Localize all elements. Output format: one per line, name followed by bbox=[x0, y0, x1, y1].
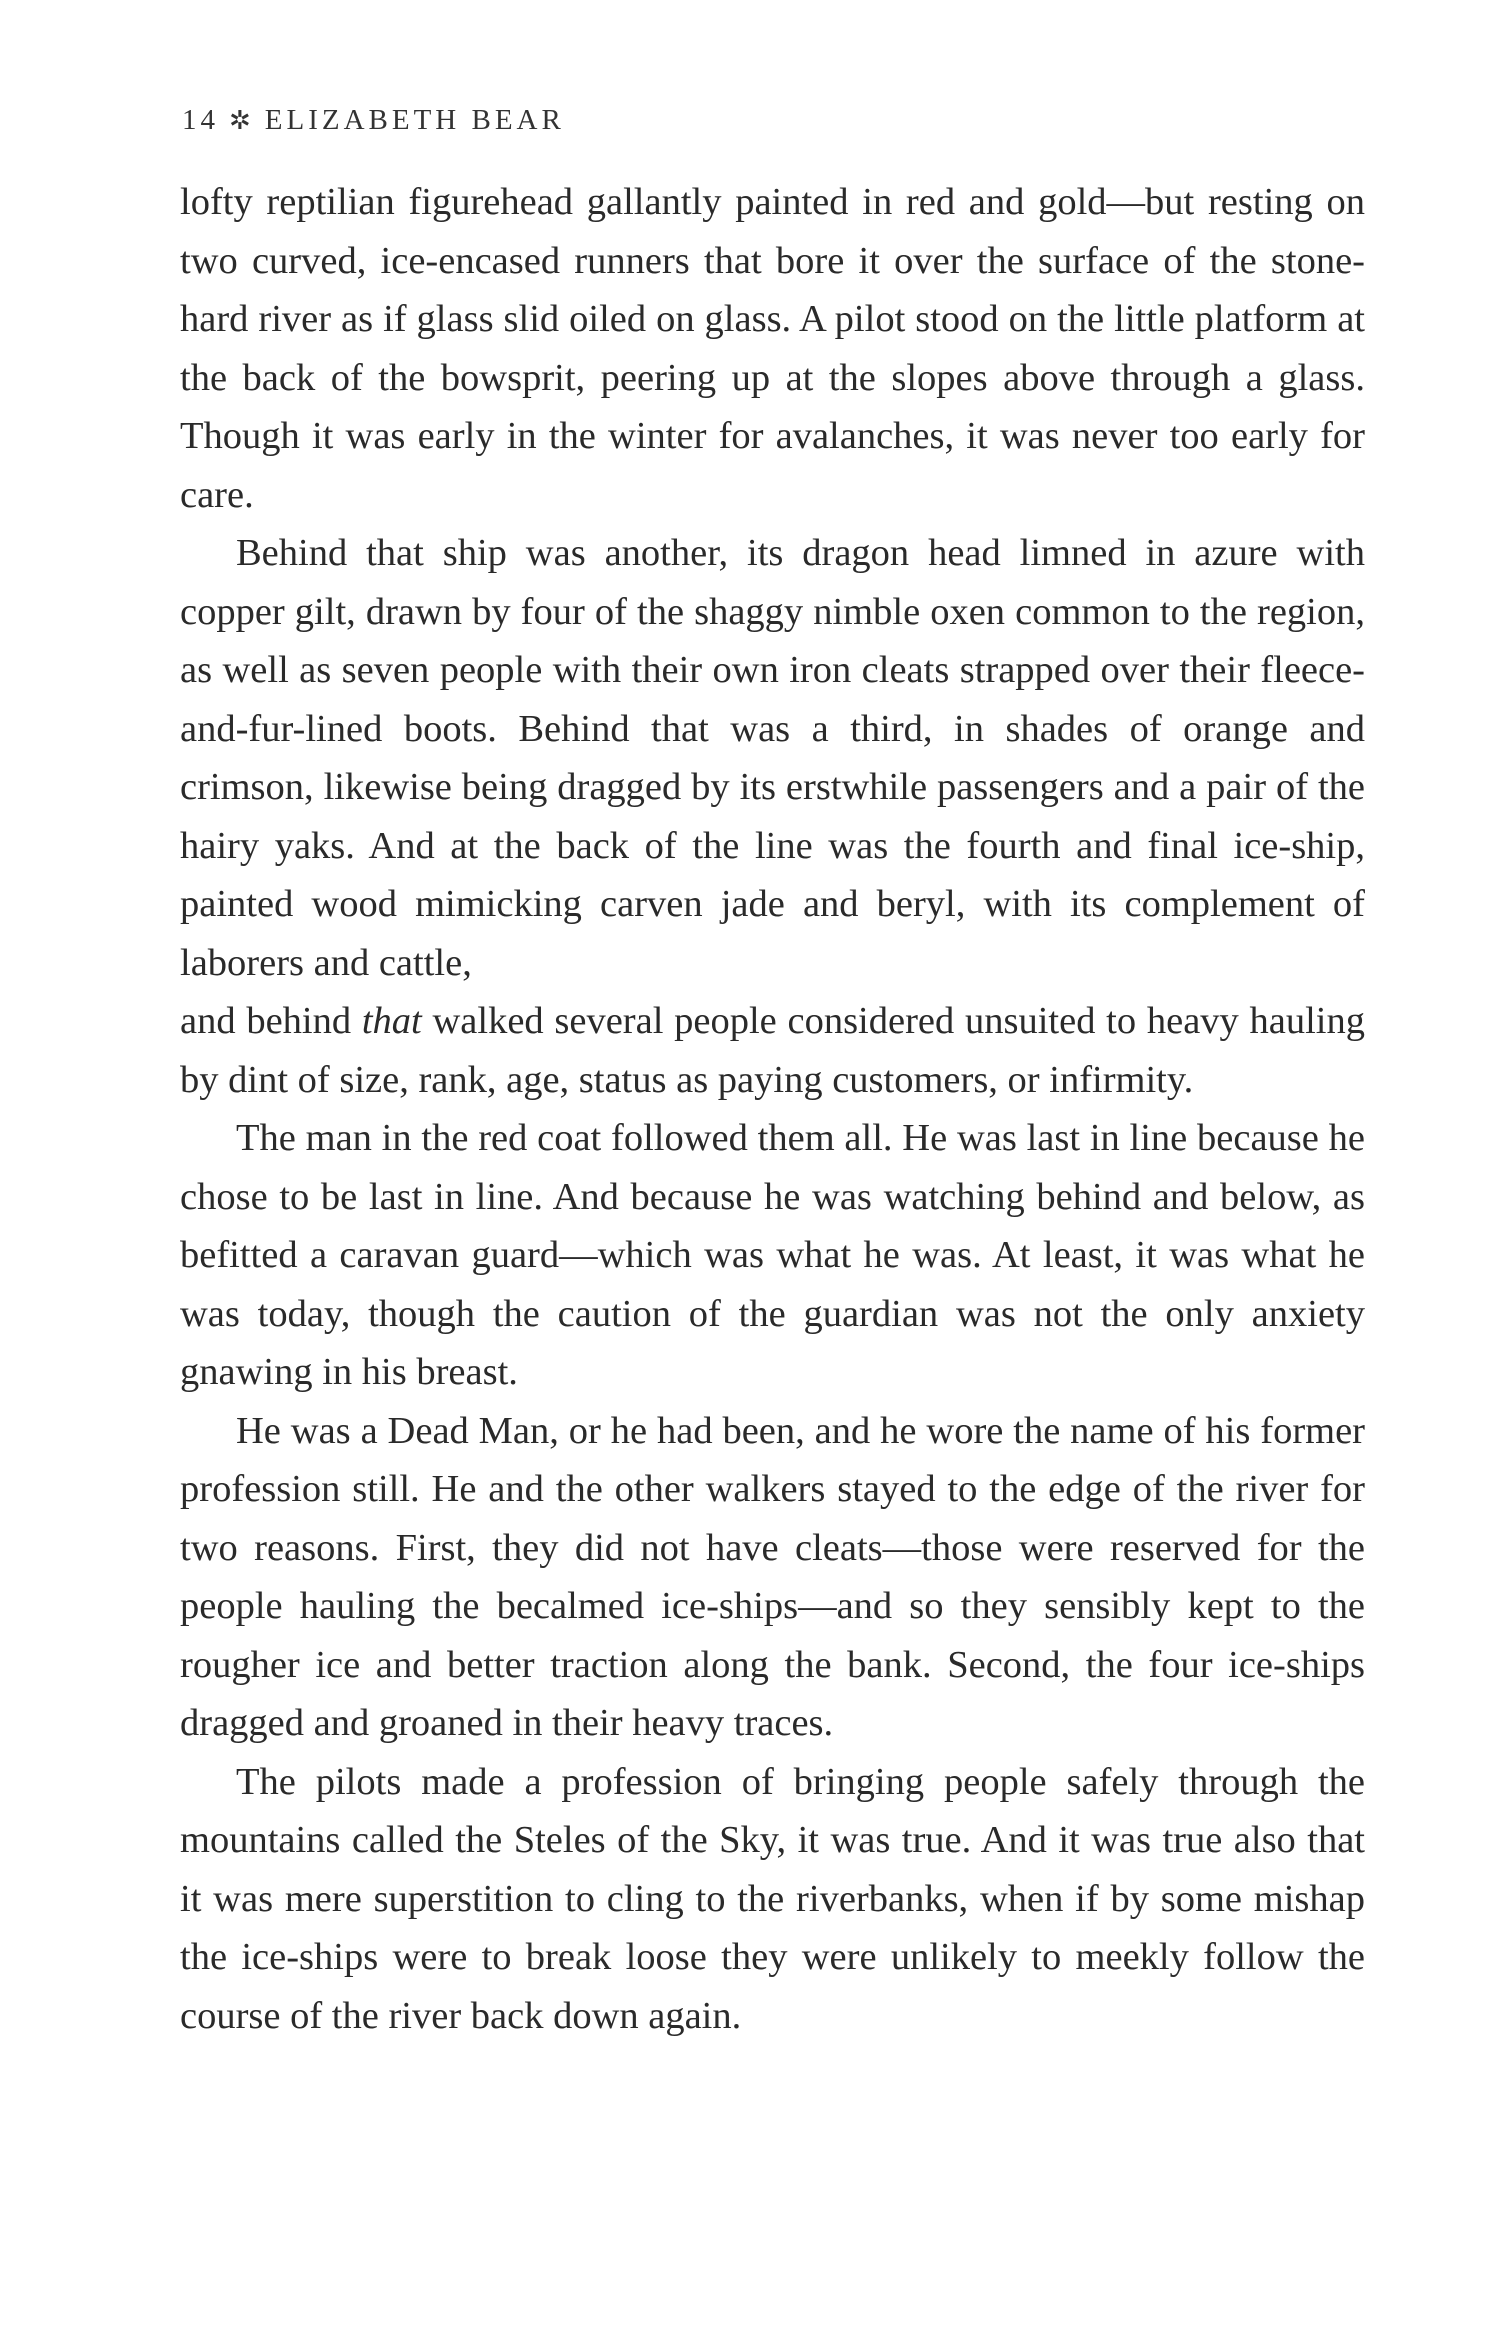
running-head bbox=[182, 100, 1365, 141]
page-number: 14 bbox=[182, 104, 219, 136]
emphasized-word: that bbox=[361, 1000, 422, 1042]
book-page bbox=[180, 100, 1365, 2045]
paragraph-4: He was a Dead Man, or he had been, and he wore the name of his former profession still. He and the other walkers stayed to the edge of the river for two reasons. First, they did not have cleats—those were reserved for the people hauling the becalmed ice-ships—and so they sensibly kept to the rougher ice and better traction along the bank. Second, the four ice-ships dragged and groaned in their heavy traces. bbox=[180, 1409, 1365, 1744]
paragraph-2: Behind that ship was another, its dragon head limned in azure with copper gilt, drawn by four of the shaggy nimble oxen common to the region, as well as seven people with their own iron cleats strapped over their fleece-and-fur-lined boots. Behind that was a third, in shades of orange and crimson, likewise being dragged by its erstwhile passengers and a pair of the hairy yaks. And at the back of the line was the fourth and final ice-ship, painted wood mimicking carven jade and beryl, with its complement of laborers and cattle, bbox=[180, 532, 1365, 984]
body-text bbox=[180, 173, 1365, 2045]
paragraph-1: lofty reptilian figurehead gallantly painted in red and gold—but resting on two curved, ice-encased runners that bore it over the surface of the stone-hard river as if glass slid oiled on glass. A pilot stood on the little platform at the back of the bowsprit, peering up at the slopes above through a glass. Though it was early in the winter for avalanches, it was never too early for care. bbox=[180, 181, 1365, 516]
paragraph-text: walked several people considered unsuited to heavy hauling by dint of size, rank, age, status as paying customers, or infirmity. bbox=[180, 1000, 1365, 1101]
ornament-icon: ✲ bbox=[229, 106, 255, 135]
paragraph-3: The man in the red coat followed them all. He was last in line because he chose to be last in line. And because he was watching behind and below, as befitted a caravan guard—which was what he was. At least, it was what he was today, though the caution of the guardian was not the only anxiety gnawing in his breast. bbox=[180, 1117, 1365, 1393]
paragraph-text: and behind bbox=[180, 1000, 362, 1042]
author-name: ELIZABETH BEAR bbox=[264, 104, 565, 136]
paragraph-5: The pilots made a profession of bringing people safely through the mountains called the Steles of the Sky, it was true. And it was true also that it was mere superstition to cling to the riverbanks, when if by some mishap the ice-ships were to break loose they were unlikely to meekly follow the course of the river back down again. bbox=[180, 1760, 1365, 2037]
paragraph-2-continued bbox=[180, 992, 1365, 1109]
